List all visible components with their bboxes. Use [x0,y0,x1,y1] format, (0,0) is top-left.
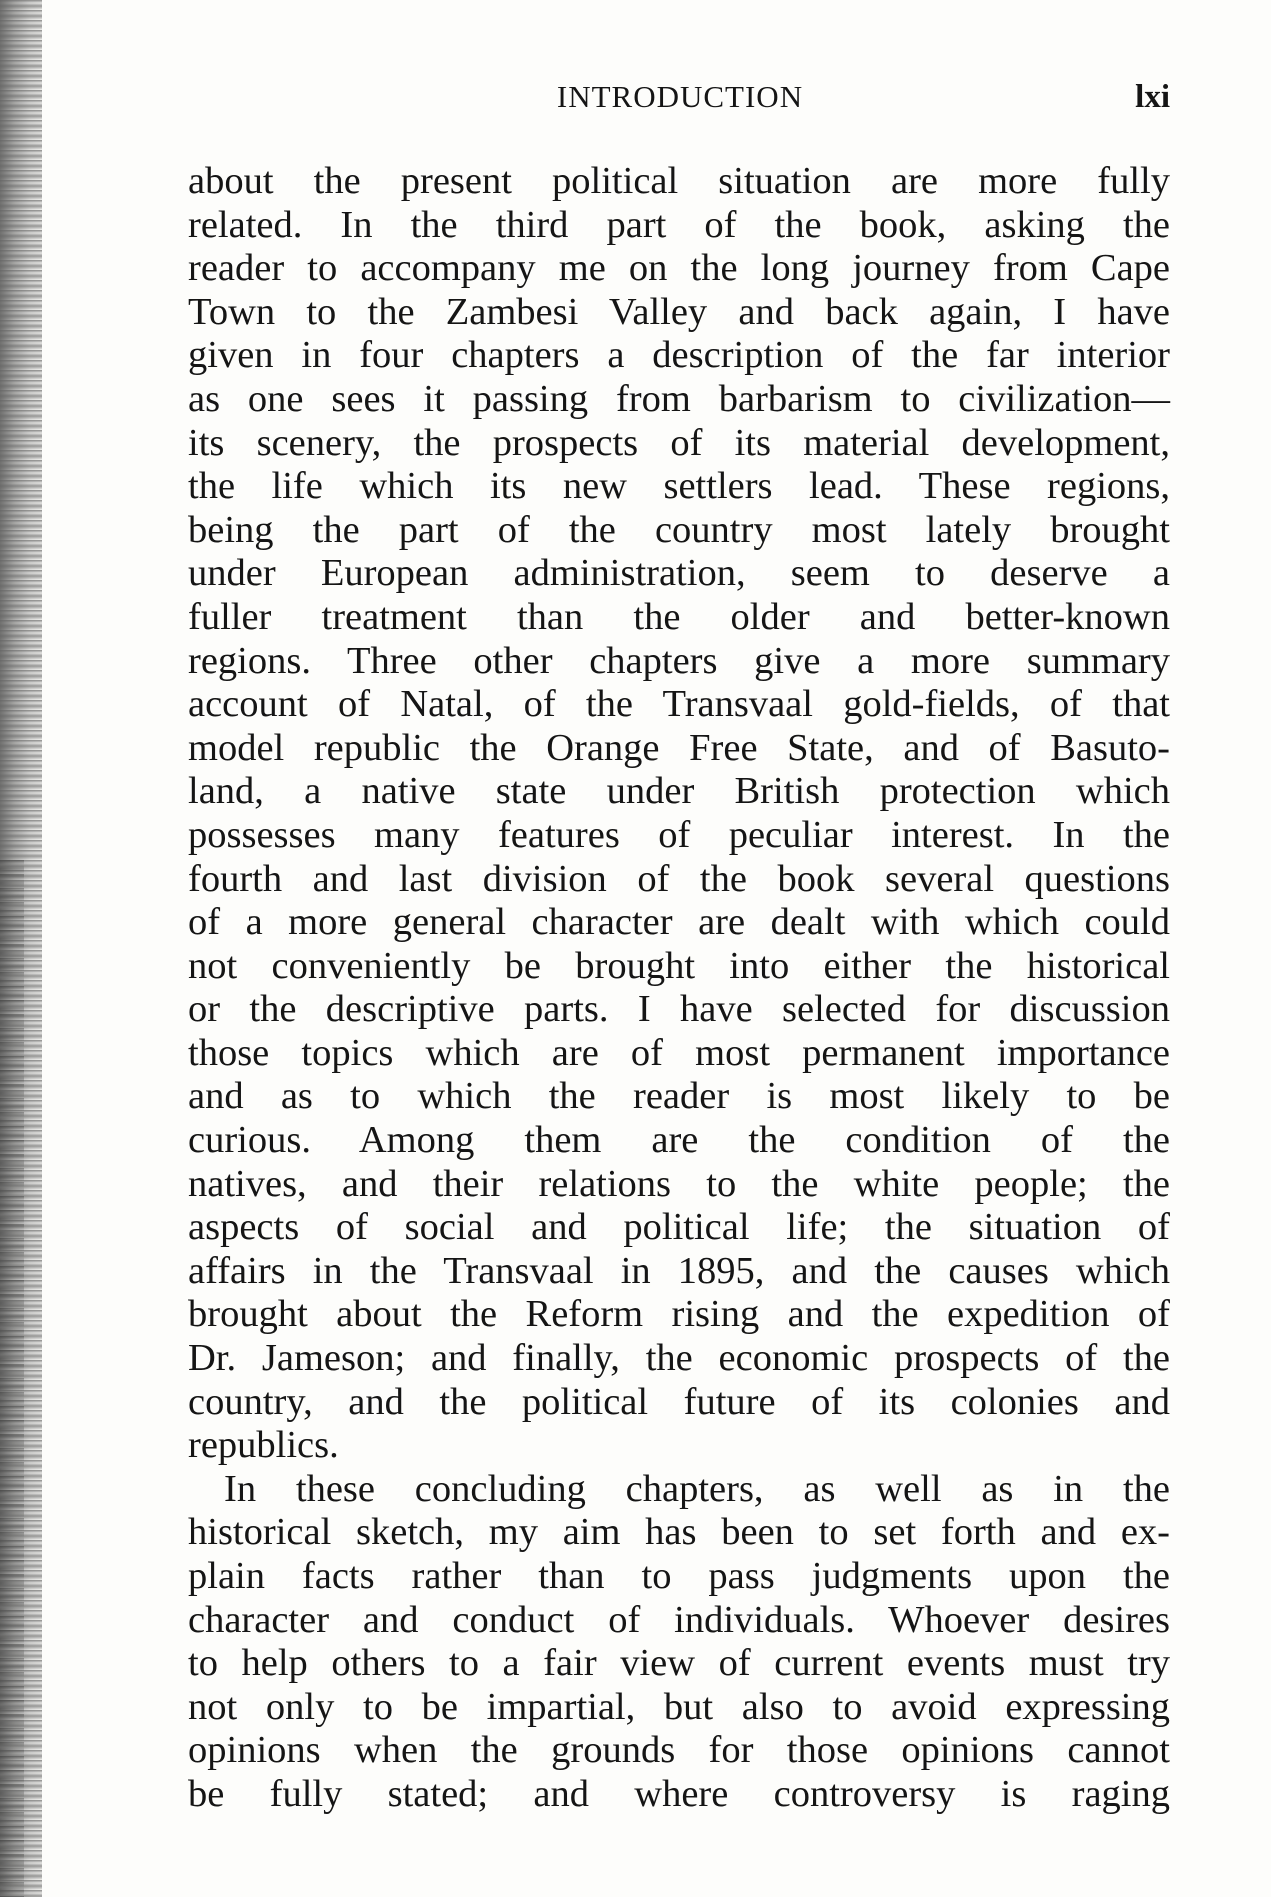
text-line: not conveniently be brought into either the historical [188,944,1170,987]
text-line: affairs in the Transvaal in 1895, and the causes which [188,1249,1170,1292]
text-line: historical sketch, my aim has been to set forth and ex- [188,1511,1170,1554]
text-line: related. In the third part of the book, asking the [188,203,1170,246]
text-line: reader to accompany me on the long journey from Cape [188,247,1170,290]
text-line: of a more general character are dealt with which could [188,901,1170,944]
text-line: plain facts rather than to pass judgments upon the [188,1555,1170,1597]
text-line: as one sees it passing from barbarism to civilization— [188,377,1170,420]
text-line: those topics which are of most permanent importance [188,1031,1170,1074]
page-number: lxi [1135,79,1170,115]
text-line: curious. Among them are the condition of the [188,1119,1170,1162]
text-line: being the part of the country most lately brought [188,508,1170,551]
text-line: aspects of social and political life; the situation of [188,1206,1170,1249]
text-line: regions. Three other chapters give a more summary [188,639,1170,682]
text-line: under European administration, seem to deserve a [188,552,1170,595]
text-line: brought about the Reform rising and the expedition of [188,1293,1170,1336]
text-line: fourth and last division of the book several questions [188,857,1170,900]
text-line: character and conduct of individuals. Whoever desires [188,1598,1170,1641]
text-line: to help others to a fair view of current events must try [188,1642,1170,1685]
text-line: natives, and their relations to the white people; the [188,1162,1170,1205]
text-line: given in four chapters a description of the far interior [188,334,1170,377]
text-line: Dr. Jameson; and finally, the economic prospects of the [188,1337,1170,1380]
text-line: Town to the Zambesi Valley and back again, I have [188,290,1170,333]
paragraph-end-line: republics. [188,1424,339,1467]
text-line: land, a native state under British protection which [188,770,1170,813]
binding-shadow-lower [0,860,24,1897]
running-title: INTRODUCTION [556,79,804,114]
text-line: account of Natal, of the Transvaal gold-fields, of that [188,683,1170,726]
text-line: and as to which the reader is most likely to be [188,1075,1170,1118]
text-line: or the descriptive parts. I have selected for discussion [188,988,1170,1031]
text-line: not only to be impartial, but also to avoid expressing [188,1685,1170,1728]
text-line: the life which its new settlers lead. These regions, [188,465,1170,508]
body-text [188,160,1170,1817]
text-line: possesses many features of peculiar interest. In the [188,813,1170,856]
running-head [190,72,1170,122]
text-line: its scenery, the prospects of its material development, [188,421,1170,464]
text-line: opinions when the grounds for those opinions cannot [188,1729,1170,1772]
text-line: be fully stated; and where controversy is raging [188,1772,1170,1815]
text-line: fuller treatment than the older and better-known [188,595,1170,638]
text-line: country, and the political future of its colonies and [188,1380,1170,1423]
text-line: model republic the Orange Free State, and of Basuto- [188,726,1170,769]
text-line: about the present political situation are more fully [188,160,1170,202]
paragraph-start-line: In these concluding chapters, as well as in the [224,1467,1170,1510]
